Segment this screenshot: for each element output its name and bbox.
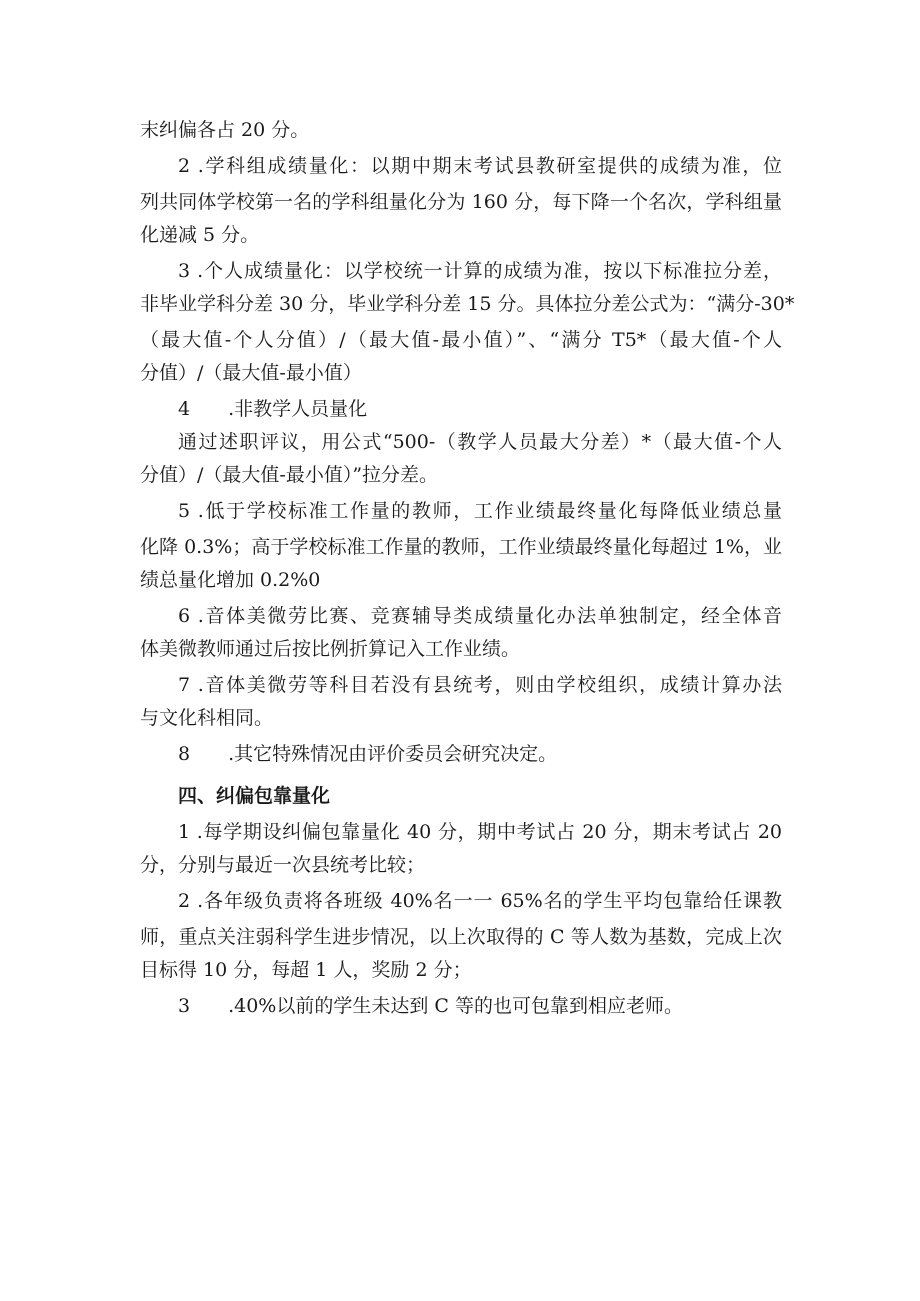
text-line: （最大值-个人分值）/（最大值-最小值）”、“满分 T5*（最大值-个人 bbox=[140, 329, 782, 351]
text-line: 7 .音体美微劳等科目若没有县统考，则由学校组织，成绩计算办法 bbox=[178, 674, 782, 696]
text-line: 6 .音体美微劳比赛、竞赛辅导类成绩量化办法单独制定，经全体音 bbox=[178, 605, 782, 627]
text-line: 5 .低于学校标准工作量的教师，工作业绩最终量化每降低业绩总量 bbox=[178, 500, 782, 522]
section-heading: 四、纠偏包靠量化 bbox=[178, 785, 331, 807]
text-line: 绩总量化增加 0.2%0 bbox=[140, 569, 321, 591]
text-line: 4 .非教学人员量化 bbox=[178, 398, 368, 420]
text-line: 1 .每学期设纠偏包靠量化 40 分，期中考试占 20 分，期末考试占 20 bbox=[178, 821, 782, 843]
text-line: 2 .学科组成绩量化：以期中期末考试县教研室提供的成绩为准，位 bbox=[178, 155, 782, 177]
text-line: 分值）/（最大值-最小值）”拉分差。 bbox=[140, 464, 439, 486]
text-line: 8 .其它特殊情况由评价委员会研究决定。 bbox=[178, 743, 558, 765]
text-line: 目标得 10 分，每超 1 人，奖励 2 分； bbox=[140, 959, 472, 981]
text-line: 分，分别与最近一次县统考比较； bbox=[140, 854, 426, 876]
text-line: 2 .各年级负责将各班级 40%名一一 65%名的学生平均包靠给任课教 bbox=[178, 890, 782, 912]
text-line: 分值）/（最大值-最小值） bbox=[140, 362, 362, 384]
text-line: 通过述职评议，用公式“500-（教学人员最大分差）*（最大值-个人 bbox=[178, 431, 782, 453]
text-line: 化降 0.3%；高于学校标准工作量的教师，工作业绩最终量化每超过 1%，业 bbox=[140, 536, 782, 558]
text-line: 化递减 5 分。 bbox=[140, 224, 260, 246]
text-line: 与文化科相同。 bbox=[140, 707, 274, 729]
text-line: 3 .个人成绩量化：以学校统一计算的成绩为准，按以下标准拉分差， bbox=[178, 260, 782, 282]
text-line: 列共同体学校第一名的学科组量化分为 160 分，每下降一个名次，学科组量 bbox=[140, 191, 782, 213]
text-line: 末纠偏各占 20 分。 bbox=[140, 119, 310, 141]
text-line: 非毕业学科分差 30 分，毕业学科分差 15 分。具体拉分差公式为：“满分-30* bbox=[140, 293, 795, 315]
text-line: 体美微教师通过后按比例折算记入工作业绩。 bbox=[140, 638, 521, 660]
text-line: 3 .40%以前的学生未达到 C 等的也可包靠到相应老师。 bbox=[178, 995, 683, 1017]
text-line: 师，重点关注弱科学生进步情况，以上次取得的 C 等人数为基数，完成上次 bbox=[140, 926, 782, 948]
